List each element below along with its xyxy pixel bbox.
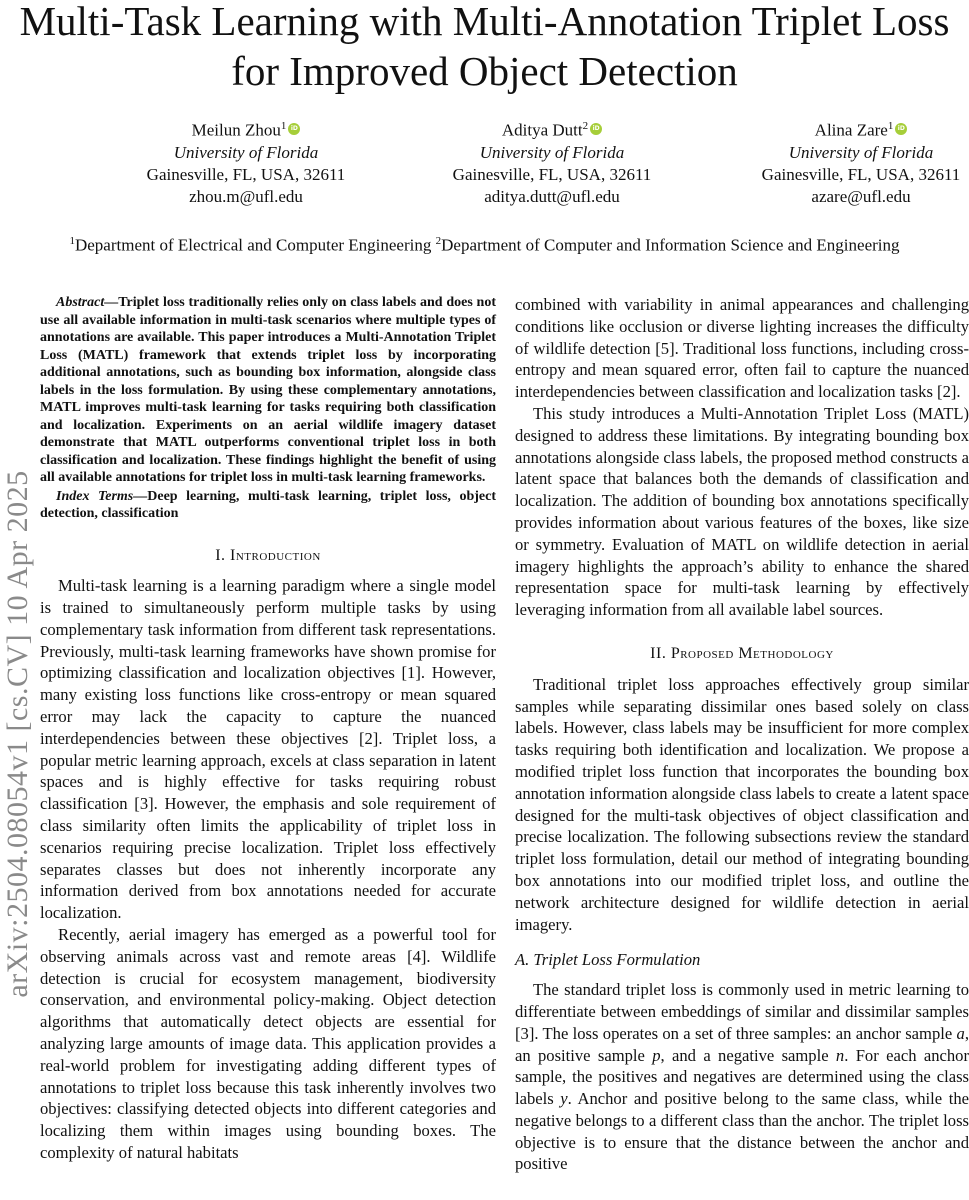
author-email: azare@ufl.edu — [811, 186, 911, 206]
author-email: zhou.m@ufl.edu — [189, 186, 303, 206]
author-affiliation: University of Florida — [173, 142, 319, 162]
author-name: Aditya Dutt$^2$iD — [417, 115, 687, 142]
author-block-1 — [111, 115, 381, 208]
author-affiliation: University of Florida — [479, 142, 625, 162]
orcid-icon[interactable] — [590, 123, 602, 135]
author-location: Gainesville, FL, USA, 32611 — [761, 164, 961, 184]
orcid-icon[interactable] — [895, 123, 907, 135]
paper-title: Multi-Task Learning with Multi-Annotation Triplet Loss for Improved Object Detection — [19, 0, 950, 94]
paragraph: Traditional triplet loss approaches effectively group similar samples while separating dissimilar ones based solely on class labels. However, class labels may be insufficient for more complex tasks requiring both identification and localization. We propose a modified triplet loss function that incorporates the bounding box annotation information alongside class labels to create a latent space designed for the multi-task objectives of object classification and precise localization. The following subsections review the standard triplet loss formulation, detail our method of integrating bounding box annotations into our modified triplet loss, and outline the network architecture designed for wildlife detection in aerial imagery. — [515, 674, 969, 934]
paragraph: Multi-task learning is a learning paradigm where a single model is trained to simultaneously perform multiple tasks by using complementary task information from different task representations. Previously, multi-task learning frameworks have shown promise for optimizing classification and localization objectives [1]. However, many existing loss functions like cross-entropy or mean squared error may lack the capacity to capture the nuanced interdependencies between these objectives [2]. Triplet loss, a popular metric learning approach, excels at class separation in latent spaces and is highly effective for tasks requiring robust classification [3]. However, the emphasis and sole requirement of class similarity often limits the applicability of triplet loss in scenarios requiring precise localization. Triplet loss effectively separates classes but does not inherently incorporate any information derived from box annotations needed for accurate localization. — [40, 576, 496, 923]
paragraph: combined with variability in animal appearances and challenging conditions like occlusion or diverse lighting increases the difficulty of wildlife detection [5]. Traditional loss functions, including cross-entropy and mean squared error, often fail to capture the nuanced interdependencies between classification and localization tasks [2]. — [515, 295, 969, 402]
author-name: Meilun Zhou$^1$iD — [111, 115, 381, 142]
author-location: Gainesville, FL, USA, 32611 — [146, 164, 346, 184]
left-column — [40, 294, 496, 1164]
author-location: Gainesville, FL, USA, 32611 — [452, 164, 652, 184]
author-name: Alina Zare$^1$iD — [726, 115, 969, 142]
author-email: aditya.dutt@ufl.edu — [484, 186, 620, 206]
subsection-heading: A. Triplet Loss Formulation — [515, 950, 701, 970]
department-footnotes: $^1$Department of Electrical and Computer Engineering $^2$Department of Computer and Information Science and Engineering — [69, 235, 900, 255]
paragraph: This study introduces a Multi-Annotation Triplet Loss (MATL) designed to address these limitations. By integrating bounding box annotations alongside class labels, the proposed method constructs a latent space that balances both the demands of classification and localization. The addition of bounding box annotations specifically provides information about various features of the boxes, like size or symmetry. Evaluation of MATL on wildlife detection in aerial imagery highlights the approach’s ability to enhance the shared representation space for multi-task learning by effectively leveraging information from all available label sources. — [515, 403, 969, 620]
author-affiliation: University of Florida — [788, 142, 934, 162]
paragraph: The standard triplet loss is commonly used in metric learning to differentiate between embeddings of similar and dissimilar samples [3]. The loss operates on a set of three samples: an anchor sample a, an positive sample p, and a negative sample n. For each anchor sample, the positives and negatives are determined using the class labels y. Anchor and positive belong to the same class, while the negative belongs to a different class than the anchor. The triplet loss objective is to ensure that the distance between the anchor and positive — [515, 980, 969, 1174]
section-heading-methodology: II. Proposed Methodology — [650, 644, 834, 662]
arxiv-stamp: arXiv:2504.08054v1 [cs.CV] 10 Apr 2025 — [1, 470, 34, 998]
abstract: Abstract—Triplet loss traditionally relies only on class labels and does not use all available information in multi-task scenarios where multiple types of annotations are available. This paper introduces a Multi-Annotation Triplet Loss (MATL) framework that extends triplet loss by incorporating additional annotations, such as bounding box information, alongside class labels in the loss formulation. By using these complementary annotations, MATL improves multi-task learning for tasks requiring both classification and localization. Experiments on an aerial wildlife imagery dataset demonstrate that MATL outperforms conventional triplet loss in both classification and localization. These findings highlight the benefit of using all available annotations for triplet loss in multi-task learning frameworks. — [40, 295, 496, 485]
author-block-3 — [726, 115, 969, 208]
section-heading-introduction: I. Introduction — [215, 546, 321, 564]
orcid-icon[interactable] — [288, 123, 300, 135]
paragraph: Recently, aerial imagery has emerged as a powerful tool for observing animals across vast and remote areas [4]. Wildlife detection is crucial for ecosystem management, biodiversity conservation, and environmental policy-making. Object detection algorithms that automatically detect objects are essential for analyzing large amounts of image data. This application provides a real-world problem for investigating adding different types of annotations to triplet loss because this task inherently involves two objectives: classifying detected objects into different categories and localizing them within images using bounding boxes. The complexity of natural habitats — [40, 925, 496, 1163]
right-column — [515, 294, 969, 1175]
index-terms: Index Terms—Deep learning, multi-task learning, triplet loss, object detection, classification — [40, 488, 496, 521]
author-block-2 — [417, 115, 687, 208]
